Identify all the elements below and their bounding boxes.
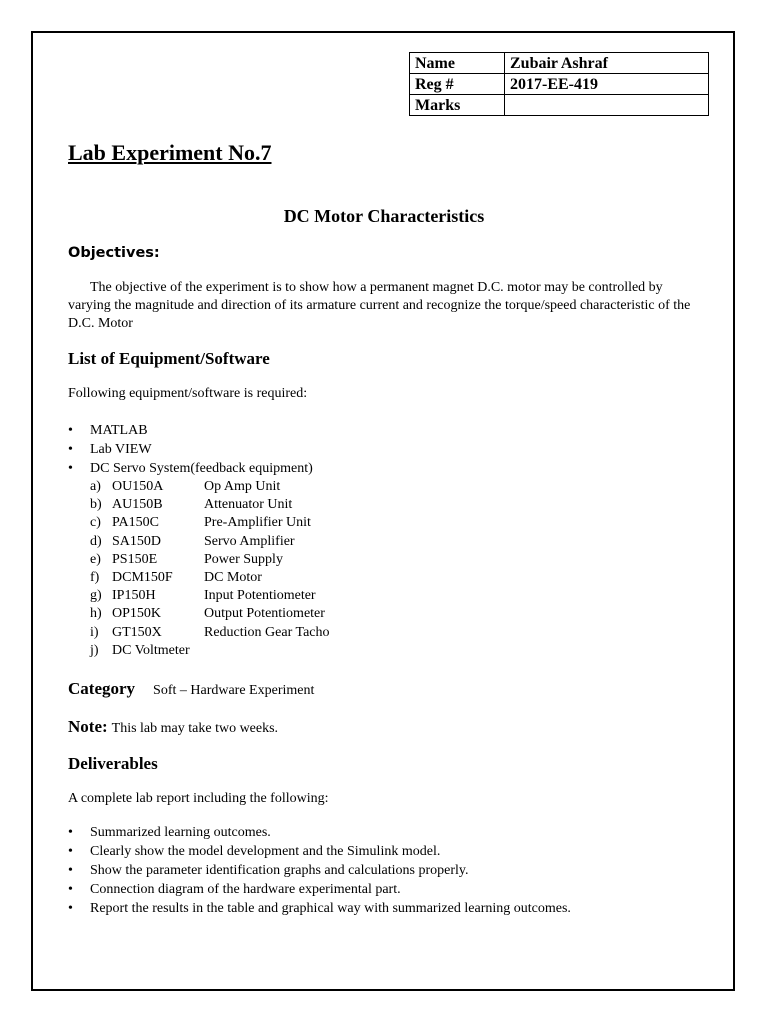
list-item [90,642,330,660]
item-desc: Power Supply [204,551,283,567]
item-code: SA150D [112,533,162,549]
item-letter: c) [90,515,101,531]
item-desc: Servo Amplifier [204,533,295,549]
document-title: DC Motor Characteristics [283,206,485,226]
item-desc: Attenuator Unit [204,497,293,513]
list-item [90,514,330,532]
list-item: • Clearly show the model development and the Simulink model. [68,842,571,861]
item-letter: h) [90,606,102,622]
list-item [90,478,330,496]
marks-value [505,95,709,116]
name-row [410,53,709,74]
equipment-heading: List of Equipment/Software [68,349,270,368]
objectives-text: The objective of the experiment is to show how a permanent magnet D.C. motor may be controlled by varying the magnitude and direction of its armature current and recognize the torque/speed characteristic of the D.C. Motor [68,280,691,331]
note-value: This lab may take two weeks. [111,721,279,736]
deliverables-heading: Deliverables [68,754,158,773]
equipment-intro: Following equipment/software is required: [68,386,308,401]
list-item: • Show the parameter identification graphs and calculations properly. [68,861,571,880]
list-item: • Connection diagram of the hardware experimental part. [68,880,571,899]
lab-title: Lab Experiment No.7 [68,140,272,165]
list-item: • Lab VIEW [68,440,313,459]
item-letter: a) [90,479,101,494]
name-label: Name [410,53,505,74]
item-letter: j) [90,642,99,658]
item-code: OP150K [112,606,162,622]
item-code: PS150E [112,551,158,567]
item-desc: Reduction Gear Tacho [204,624,330,640]
list-item: • MATLAB [68,421,313,440]
item-code: OU150A [112,479,164,494]
list-item [90,551,330,569]
equipment-list [68,421,313,478]
item-desc: Input Potentiometer [204,588,316,604]
deliverables-intro: A complete lab report including the following: [68,791,329,806]
marks-row [410,95,709,116]
category-label: Category [68,679,136,698]
list-item [90,624,330,642]
category-line [68,679,314,700]
list-item: • Summarized learning outcomes. [68,823,571,842]
reg-value: 2017-EE-419 [505,74,709,95]
student-info-table [409,52,709,116]
list-item [90,569,330,587]
item-letter: i) [90,624,99,640]
item-letter: e) [90,551,101,567]
name-value: Zubair Ashraf [505,53,709,74]
item-letter: g) [90,588,102,604]
item-code: AU150B [112,497,163,513]
item-code: DC Voltmeter [112,642,190,658]
list-item [90,587,330,605]
item-code: IP150H [112,588,156,604]
item-desc: Pre-Amplifier Unit [204,515,311,531]
deliverables-list [68,823,571,918]
item-letter: b) [90,497,102,513]
item-desc: Op Amp Unit [204,479,281,494]
item-code: GT150X [112,624,162,640]
reg-row [410,74,709,95]
item-letter: f) [90,569,100,585]
item-letter: d) [90,533,102,549]
note-line [68,717,278,738]
marks-label: Marks [410,95,505,116]
list-item [90,605,330,623]
item-desc: DC Motor [204,569,262,585]
list-item [90,533,330,551]
list-item: • Report the results in the table and graphical way with summarized learning outcomes. [68,899,571,918]
list-item: • DC Servo System(feedback equipment) [68,459,313,478]
item-code: DCM150F [112,569,173,585]
objectives-heading: Objectives: [68,245,160,261]
category-value: Soft – Hardware Experiment [153,683,315,698]
item-desc: Output Potentiometer [204,606,325,622]
servo-components-list [90,478,330,660]
list-item [90,496,330,514]
note-label: Note: [68,717,108,736]
item-code: PA150C [112,515,159,531]
reg-label: Reg # [410,74,505,95]
